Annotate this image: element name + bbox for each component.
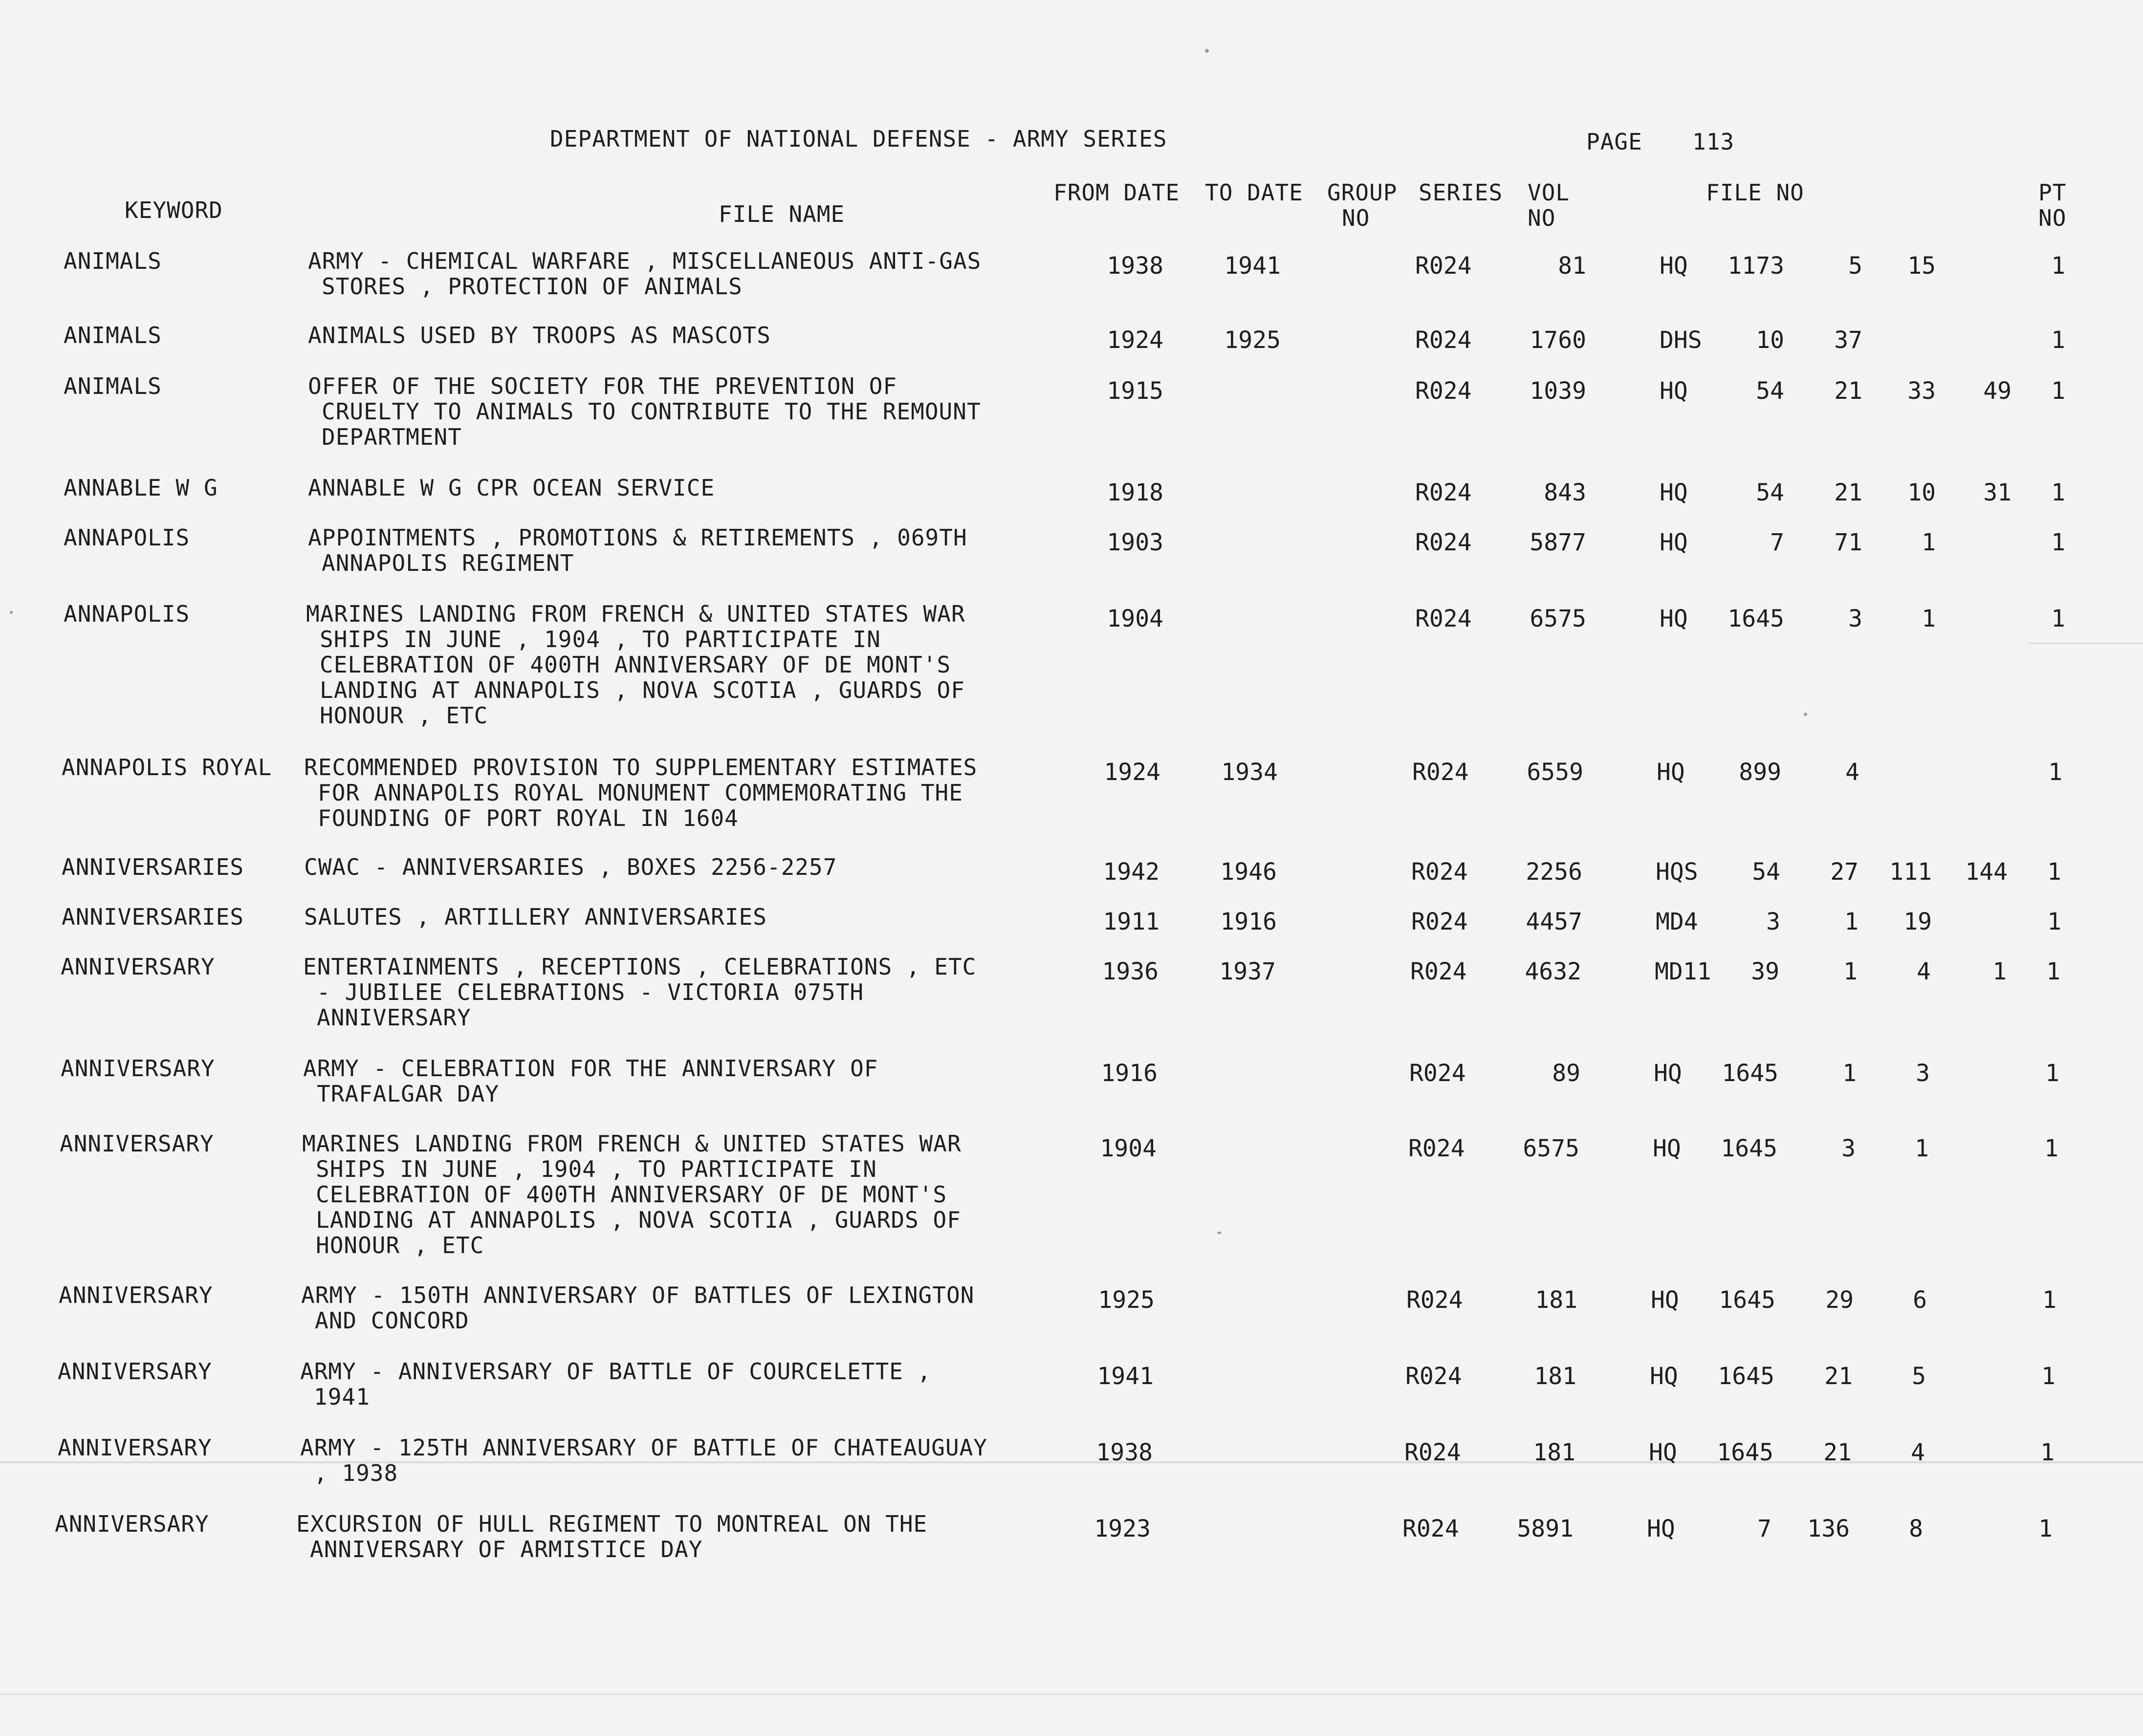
file-name-line: EXCURSION OF HULL REGIMENT TO MONTREAL ON THE — [296, 1511, 928, 1537]
keyword-cell: ANNIVERSARIES — [62, 904, 244, 930]
file-name-line: , 1938 — [314, 1460, 398, 1486]
vol-no-cell: 6559 — [1527, 759, 1583, 786]
from-date-cell: 1904 — [1100, 1135, 1157, 1162]
series-cell: R024 — [1415, 377, 1472, 405]
file-no-part-1: 899 — [1739, 759, 1781, 786]
file-no-part-2: 3 — [1848, 605, 1862, 632]
file-no-part-3: 1 — [1922, 605, 1936, 632]
file-no-part-2: 3 — [1841, 1135, 1856, 1162]
file-no-part-1: 1645 — [1721, 1135, 1777, 1162]
file-name-line: ARMY - 150TH ANNIVERSARY OF BATTLES OF LEXINGTON — [301, 1282, 975, 1308]
file-no-part-3: 10 — [1907, 479, 1936, 506]
file-no-part-3: 33 — [1907, 377, 1936, 405]
series-cell: R024 — [1415, 252, 1472, 280]
file-name-line: LANDING AT ANNAPOLIS , NOVA SCOTIA , GUARDS OF — [316, 1207, 961, 1233]
to-date-cell: 1937 — [1219, 958, 1276, 985]
file-name-line: - JUBILEE CELEBRATIONS - VICTORIA 075TH — [317, 979, 864, 1005]
file-no-part-3: 8 — [1909, 1515, 1923, 1542]
page-label: PAGE — [1586, 129, 1642, 155]
from-date-cell: 1942 — [1103, 858, 1159, 886]
file-prefix-cell: HQ — [1649, 1439, 1677, 1466]
from-date-cell: 1936 — [1102, 958, 1159, 985]
keyword-cell: ANNAPOLIS ROYAL — [62, 754, 272, 781]
column-header-pt: PT — [2038, 179, 2067, 206]
pt-no-cell: 1 — [2048, 759, 2062, 786]
from-date-cell: 1911 — [1103, 908, 1159, 935]
file-no-part-1: 1173 — [1728, 252, 1784, 280]
file-prefix-cell: HQ — [1654, 1060, 1682, 1087]
column-header-to-date: TO DATE — [1205, 179, 1303, 206]
file-name-line: HONOUR , ETC — [320, 702, 488, 729]
file-no-part-2: 136 — [1807, 1515, 1850, 1542]
column-header-from-date: FROM DATE — [1053, 179, 1180, 206]
keyword-cell: ANNIVERSARY — [58, 1434, 212, 1461]
from-date-cell: 1903 — [1107, 529, 1163, 556]
file-prefix-cell: DHS — [1660, 326, 1702, 354]
pt-no-cell: 1 — [2040, 1439, 2055, 1466]
vol-no-cell: 2256 — [1526, 858, 1582, 886]
keyword-cell: ANNIVERSARY — [58, 1358, 212, 1385]
file-no-part-2: 21 — [1824, 1363, 1853, 1390]
pt-no-cell: 1 — [2051, 326, 2065, 354]
vol-no-cell: 6575 — [1530, 605, 1586, 632]
file-no-part-2: 4 — [1845, 759, 1859, 786]
file-no-part-3: 111 — [1889, 858, 1932, 886]
from-date-cell: 1918 — [1107, 479, 1163, 506]
file-no-part-2: 71 — [1834, 529, 1862, 556]
file-no-part-3: 1 — [1915, 1135, 1929, 1162]
series-cell: R024 — [1404, 1439, 1461, 1466]
file-no-part-3: 15 — [1907, 252, 1936, 280]
file-no-part-1: 3 — [1766, 908, 1780, 935]
pt-no-cell: 1 — [2038, 1515, 2053, 1542]
file-no-part-1: 39 — [1751, 958, 1779, 985]
file-no-part-2: 37 — [1834, 326, 1862, 354]
file-no-part-4: 144 — [1965, 858, 2008, 886]
file-no-part-3: 4 — [1911, 1439, 1925, 1466]
file-name-line: SHIPS IN JUNE , 1904 , TO PARTICIPATE IN — [316, 1156, 877, 1182]
to-date-cell: 1916 — [1220, 908, 1277, 935]
file-name-line: CWAC - ANNIVERSARIES , BOXES 2256-2257 — [304, 854, 837, 880]
file-no-part-3: 1 — [1922, 529, 1936, 556]
scan-speck — [1205, 49, 1209, 53]
from-date-cell: 1938 — [1107, 252, 1163, 280]
series-cell: R024 — [1415, 529, 1472, 556]
column-header-vol-no: NO — [1528, 205, 1556, 231]
file-no-part-1: 10 — [1756, 326, 1784, 354]
file-no-part-4: 31 — [1983, 479, 2012, 506]
keyword-cell: ANNIVERSARY — [55, 1511, 209, 1537]
from-date-cell: 1923 — [1094, 1515, 1151, 1542]
file-name-line: CRUELTY TO ANIMALS TO CONTRIBUTE TO THE REMOUNT — [322, 398, 981, 425]
file-no-part-4: 49 — [1983, 377, 2012, 405]
column-header-vol: VOL — [1528, 179, 1570, 206]
keyword-cell: ANNIVERSARY — [60, 1130, 214, 1157]
file-no-part-1: 7 — [1757, 1515, 1771, 1542]
file-name-line: ENTERTAINMENTS , RECEPTIONS , CELEBRATIONS , ETC — [303, 954, 977, 980]
file-name-line: ANNIVERSARY OF ARMISTICE DAY — [310, 1536, 703, 1562]
scan-speck — [1804, 713, 1807, 716]
file-prefix-cell: HQ — [1653, 1135, 1681, 1162]
file-no-part-1: 54 — [1752, 858, 1780, 886]
file-no-part-1: 54 — [1756, 479, 1784, 506]
keyword-cell: ANNAPOLIS — [64, 524, 190, 551]
file-prefix-cell: MD4 — [1656, 908, 1698, 935]
file-name-line: ANIMALS USED BY TROOPS AS MASCOTS — [308, 322, 771, 348]
file-no-part-1: 1645 — [1719, 1286, 1775, 1314]
file-prefix-cell: HQ — [1660, 529, 1688, 556]
document-title: DEPARTMENT OF NATIONAL DEFENSE - ARMY SERIES — [550, 126, 1167, 152]
to-date-cell: 1946 — [1220, 858, 1277, 886]
file-name-line: OFFER OF THE SOCIETY FOR THE PREVENTION OF — [308, 373, 897, 399]
series-cell: R024 — [1415, 605, 1472, 632]
column-header-series: SERIES — [1419, 179, 1503, 206]
file-name-line: ARMY - ANNIVERSARY OF BATTLE OF COURCELETTE , — [300, 1358, 932, 1385]
vol-no-cell: 181 — [1533, 1439, 1575, 1466]
vol-no-cell: 5891 — [1517, 1515, 1574, 1542]
file-name-line: STORES , PROTECTION OF ANIMALS — [322, 273, 743, 300]
vol-no-cell: 5877 — [1530, 529, 1586, 556]
vol-no-cell: 181 — [1535, 1286, 1577, 1314]
from-date-cell: 1924 — [1107, 326, 1163, 354]
series-cell: R024 — [1402, 1515, 1459, 1542]
to-date-cell: 1941 — [1224, 252, 1281, 280]
series-cell: R024 — [1410, 958, 1467, 985]
pt-no-cell: 1 — [2047, 908, 2061, 935]
file-no-part-2: 5 — [1848, 252, 1862, 280]
file-no-part-2: 1 — [1843, 958, 1858, 985]
file-no-part-2: 27 — [1830, 858, 1859, 886]
file-no-part-1: 1645 — [1718, 1363, 1774, 1390]
file-prefix-cell: HQ — [1660, 605, 1688, 632]
file-prefix-cell: HQ — [1660, 252, 1688, 280]
from-date-cell: 1941 — [1097, 1363, 1154, 1390]
file-no-part-1: 1645 — [1728, 605, 1784, 632]
file-name-line: AND CONCORD — [315, 1307, 469, 1334]
file-name-line: 1941 — [314, 1384, 370, 1410]
scan-streak — [2029, 643, 2143, 644]
from-date-cell: 1924 — [1104, 759, 1160, 786]
file-prefix-cell: HQ — [1660, 377, 1688, 405]
file-name-line: SHIPS IN JUNE , 1904 , TO PARTICIPATE IN — [320, 626, 881, 652]
vol-no-cell: 843 — [1544, 479, 1586, 506]
file-no-part-3: 4 — [1917, 958, 1931, 985]
to-date-cell: 1925 — [1224, 326, 1281, 354]
keyword-cell: ANIMALS — [64, 322, 162, 348]
file-no-part-3: 3 — [1916, 1060, 1930, 1087]
file-name-line: MARINES LANDING FROM FRENCH & UNITED STATES WAR — [302, 1130, 962, 1157]
pt-no-cell: 1 — [2051, 252, 2065, 280]
file-no-part-1: 7 — [1770, 529, 1784, 556]
series-cell: R024 — [1415, 326, 1472, 354]
pt-no-cell: 1 — [2041, 1363, 2056, 1390]
file-name-line: FOR ANNAPOLIS ROYAL MONUMENT COMMEMORATING THE — [318, 780, 963, 806]
file-name-line: CELEBRATION OF 400TH ANNIVERSARY OF DE MONT'S — [316, 1181, 947, 1208]
column-header-keyword: KEYWORD — [125, 197, 223, 223]
file-no-part-1: 1645 — [1722, 1060, 1778, 1087]
from-date-cell: 1938 — [1096, 1439, 1153, 1466]
file-no-part-2: 21 — [1834, 377, 1862, 405]
keyword-cell: ANNIVERSARIES — [62, 854, 244, 880]
vol-no-cell: 89 — [1552, 1060, 1580, 1087]
scan-speck — [1217, 1232, 1222, 1234]
file-prefix-cell: HQS — [1656, 858, 1698, 886]
vol-no-cell: 181 — [1534, 1363, 1576, 1390]
from-date-cell: 1925 — [1098, 1286, 1155, 1314]
series-cell: R024 — [1409, 1060, 1466, 1087]
file-no-part-3: 5 — [1912, 1363, 1926, 1390]
file-no-part-2: 21 — [1823, 1439, 1852, 1466]
column-header-file-no: FILE NO — [1706, 179, 1804, 206]
pt-no-cell: 1 — [2047, 858, 2061, 886]
series-cell: R024 — [1406, 1286, 1463, 1314]
file-name-line: RECOMMENDED PROVISION TO SUPPLEMENTARY ESTIMATES — [304, 754, 978, 781]
vol-no-cell: 6575 — [1523, 1135, 1579, 1162]
column-header-pt-no: NO — [2038, 205, 2067, 231]
file-no-part-3: 19 — [1903, 908, 1932, 935]
pt-no-cell: 1 — [2044, 1135, 2058, 1162]
pt-no-cell: 1 — [2046, 958, 2060, 985]
file-no-part-2: 21 — [1834, 479, 1862, 506]
file-no-part-3: 6 — [1913, 1286, 1927, 1314]
series-cell: R024 — [1411, 858, 1468, 886]
page-number: 113 — [1692, 129, 1735, 155]
series-cell: R024 — [1415, 479, 1472, 506]
file-name-line: ANNAPOLIS REGIMENT — [322, 550, 574, 576]
scan-speck — [10, 611, 13, 614]
keyword-cell: ANIMALS — [64, 248, 162, 274]
pt-no-cell: 1 — [2051, 479, 2065, 506]
file-prefix-cell: HQ — [1650, 1363, 1678, 1390]
pt-no-cell: 1 — [2042, 1286, 2056, 1314]
column-header-file-name: FILE NAME — [719, 201, 845, 227]
file-no-part-2: 29 — [1825, 1286, 1854, 1314]
keyword-cell: ANNABLE W G — [64, 475, 218, 501]
vol-no-cell: 1039 — [1530, 377, 1586, 405]
vol-no-cell: 4632 — [1525, 958, 1581, 985]
file-name-line: CELEBRATION OF 400TH ANNIVERSARY OF DE MONT'S — [320, 651, 951, 678]
file-prefix-cell: HQ — [1660, 479, 1688, 506]
file-name-line: APPOINTMENTS , PROMOTIONS & RETIREMENTS , 069TH — [308, 524, 967, 551]
file-name-line: ARMY - CELEBRATION FOR THE ANNIVERSARY OF — [303, 1055, 878, 1082]
pt-no-cell: 1 — [2045, 1060, 2059, 1087]
column-header-group-no: NO — [1342, 205, 1370, 231]
file-no-part-2: 1 — [1844, 908, 1859, 935]
series-cell: R024 — [1412, 759, 1469, 786]
file-no-part-4: 1 — [1992, 958, 2007, 985]
from-date-cell: 1916 — [1101, 1060, 1158, 1087]
vol-no-cell: 4457 — [1526, 908, 1582, 935]
to-date-cell: 1934 — [1221, 759, 1278, 786]
keyword-cell: ANNIVERSARY — [61, 954, 215, 980]
file-name-line: DEPARTMENT — [322, 424, 462, 450]
vol-no-cell: 1760 — [1530, 326, 1586, 354]
file-no-part-1: 54 — [1756, 377, 1784, 405]
file-prefix-cell: MD11 — [1655, 958, 1711, 985]
series-cell: R024 — [1405, 1363, 1462, 1390]
pt-no-cell: 1 — [2051, 377, 2065, 405]
file-name-line: ARMY - 125TH ANNIVERSARY OF BATTLE OF CHATEAUGUAY — [300, 1434, 988, 1461]
vol-no-cell: 81 — [1558, 252, 1586, 280]
file-name-line: ARMY - CHEMICAL WARFARE , MISCELLANEOUS ANTI-GAS — [308, 248, 982, 274]
file-name-line: ANNIVERSARY — [317, 1004, 471, 1031]
file-prefix-cell: HQ — [1657, 759, 1685, 786]
file-prefix-cell: HQ — [1651, 1286, 1679, 1314]
series-cell: R024 — [1411, 908, 1468, 935]
scan-streak — [0, 1693, 2143, 1695]
from-date-cell: 1915 — [1107, 377, 1163, 405]
file-prefix-cell: HQ — [1647, 1515, 1675, 1542]
pt-no-cell: 1 — [2051, 605, 2065, 632]
keyword-cell: ANNIVERSARY — [61, 1055, 215, 1082]
keyword-cell: ANNIVERSARY — [59, 1282, 213, 1308]
pt-no-cell: 1 — [2051, 529, 2065, 556]
keyword-cell: ANIMALS — [64, 373, 162, 399]
from-date-cell: 1904 — [1107, 605, 1163, 632]
file-name-line: FOUNDING OF PORT ROYAL IN 1604 — [318, 805, 739, 831]
series-cell: R024 — [1408, 1135, 1465, 1162]
file-name-line: HONOUR , ETC — [316, 1232, 484, 1259]
file-name-line: ANNABLE W G CPR OCEAN SERVICE — [308, 475, 715, 501]
file-name-line: MARINES LANDING FROM FRENCH & UNITED STATES WAR — [306, 601, 965, 627]
file-name-line: TRAFALGAR DAY — [317, 1081, 500, 1107]
file-no-part-1: 1645 — [1717, 1439, 1773, 1466]
file-no-part-2: 1 — [1842, 1060, 1857, 1087]
file-name-line: SALUTES , ARTILLERY ANNIVERSARIES — [304, 904, 767, 930]
file-name-line: LANDING AT ANNAPOLIS , NOVA SCOTIA , GUARDS OF — [320, 677, 965, 703]
column-header-group: GROUP — [1327, 179, 1398, 206]
keyword-cell: ANNAPOLIS — [64, 601, 190, 627]
